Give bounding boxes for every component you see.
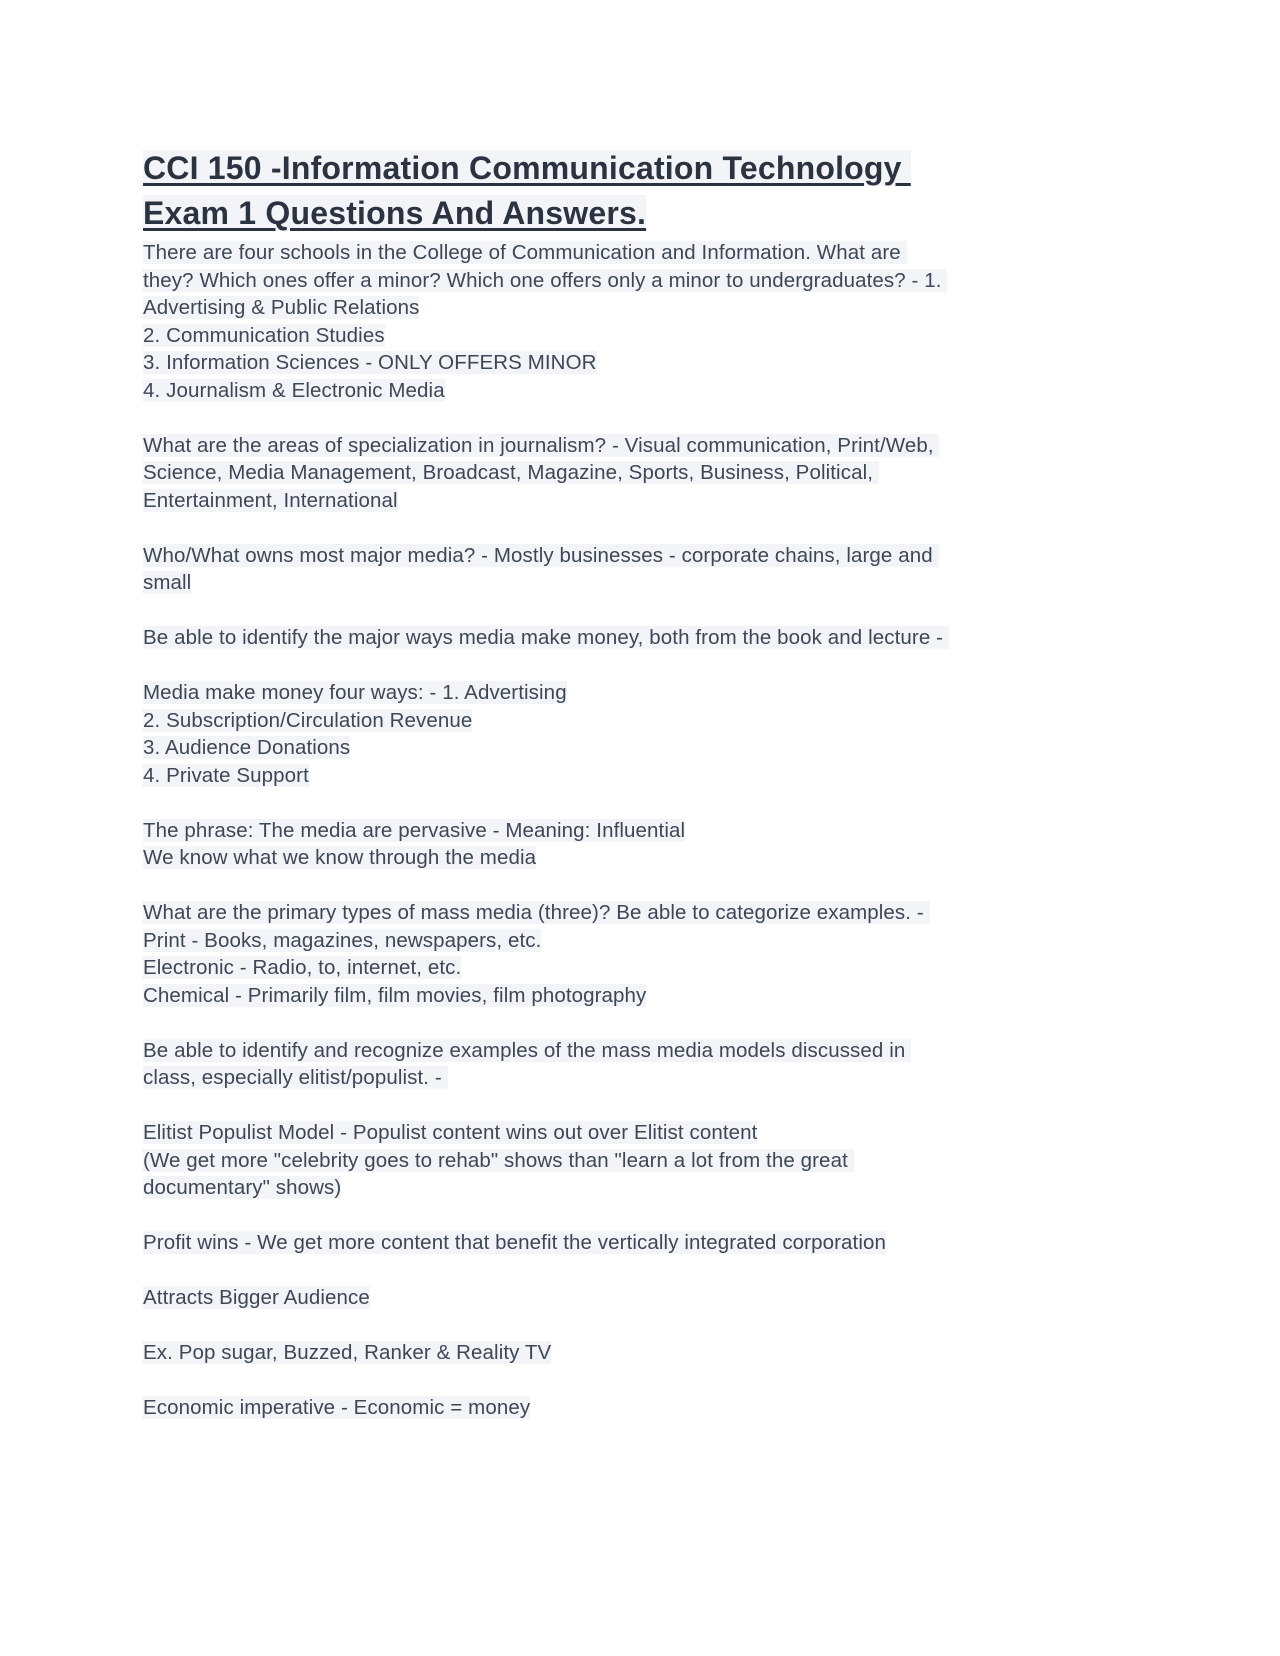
text-line: 3. Information Sciences - ONLY OFFERS MINOR [143, 351, 597, 374]
text-line: 3. Audience Donations [143, 736, 351, 759]
document-content [143, 146, 1113, 1422]
paragraph [143, 1284, 1113, 1312]
text-line: 2. Communication Studies [143, 323, 385, 347]
paragraph [143, 239, 1113, 404]
text-line: Advertising & Public Relations [143, 296, 420, 319]
text-line: small [143, 571, 192, 594]
paragraph [143, 1339, 1113, 1367]
text-line: Be able to identify the major ways media make money, both from the book and lecture - [143, 626, 949, 649]
text-line: class, especially elitist/populist. - [143, 1066, 448, 1089]
text-line: The phrase: The media are pervasive - Meaning: Influential [143, 818, 686, 842]
text-line: Print - Books, magazines, newspapers, etc. [143, 928, 542, 952]
text-line: documentary" shows) [143, 1176, 342, 1199]
paragraph [143, 432, 1113, 515]
text-line: Be able to identify and recognize examples of the mass media models discussed in [143, 1038, 912, 1062]
text-line: Science, Media Management, Broadcast, Magazine, Sports, Business, Political, [143, 461, 879, 484]
text-line: Ex. Pop sugar, Buzzed, Ranker & Reality TV [143, 1341, 552, 1364]
paragraph [143, 679, 1113, 789]
paragraph [143, 899, 1113, 1009]
document-title [143, 146, 1113, 236]
paragraph [143, 1229, 1113, 1257]
text-line: Economic imperative - Economic = money [143, 1396, 531, 1419]
text-line: What are the primary types of mass media (three)? Be able to categorize examples. - [143, 901, 930, 924]
text-line: Who/What owns most major media? - Mostly businesses - corporate chains, large and [143, 543, 939, 567]
text-line: Chemical - Primarily film, film movies, film photography [143, 983, 647, 1007]
text-line: Entertainment, International [143, 488, 398, 512]
document-body [143, 239, 1113, 1422]
text-line: Electronic - Radio, to, internet, etc. [143, 956, 462, 979]
text-line: they? Which ones offer a minor? Which one offers only a minor to undergraduates? - 1. [143, 268, 948, 292]
text-line: There are four schools in the College of Communication and Information. What are [143, 241, 907, 264]
title-line: CCI 150 -Information Communication Technology [143, 150, 911, 186]
title-line: Exam 1 Questions And Answers. [143, 195, 647, 231]
text-line: Elitist Populist Model - Populist content wins out over Elitist content [143, 1121, 758, 1144]
text-line: 4. Journalism & Electronic Media [143, 378, 445, 402]
text-line: 4. Private Support [143, 763, 309, 787]
text-line: 2. Subscription/Circulation Revenue [143, 708, 473, 732]
paragraph [143, 1119, 1113, 1202]
text-line: We know what we know through the media [143, 846, 537, 869]
paragraph [143, 1394, 1113, 1422]
text-line: Profit wins - We get more content that benefit the vertically integrated corporation [143, 1231, 886, 1254]
text-line: Media make money four ways: - 1. Advertising [143, 681, 567, 704]
paragraph [143, 542, 1113, 597]
text-line: Attracts Bigger Audience [143, 1286, 370, 1309]
text-line: What are the areas of specialization in journalism? - Visual communication, Print/Web, [143, 433, 940, 457]
text-line: (We get more "celebrity goes to rehab" shows than "learn a lot from the great [143, 1148, 854, 1172]
paragraph [143, 1037, 1113, 1092]
paragraph [143, 624, 1113, 652]
paragraph [143, 817, 1113, 872]
